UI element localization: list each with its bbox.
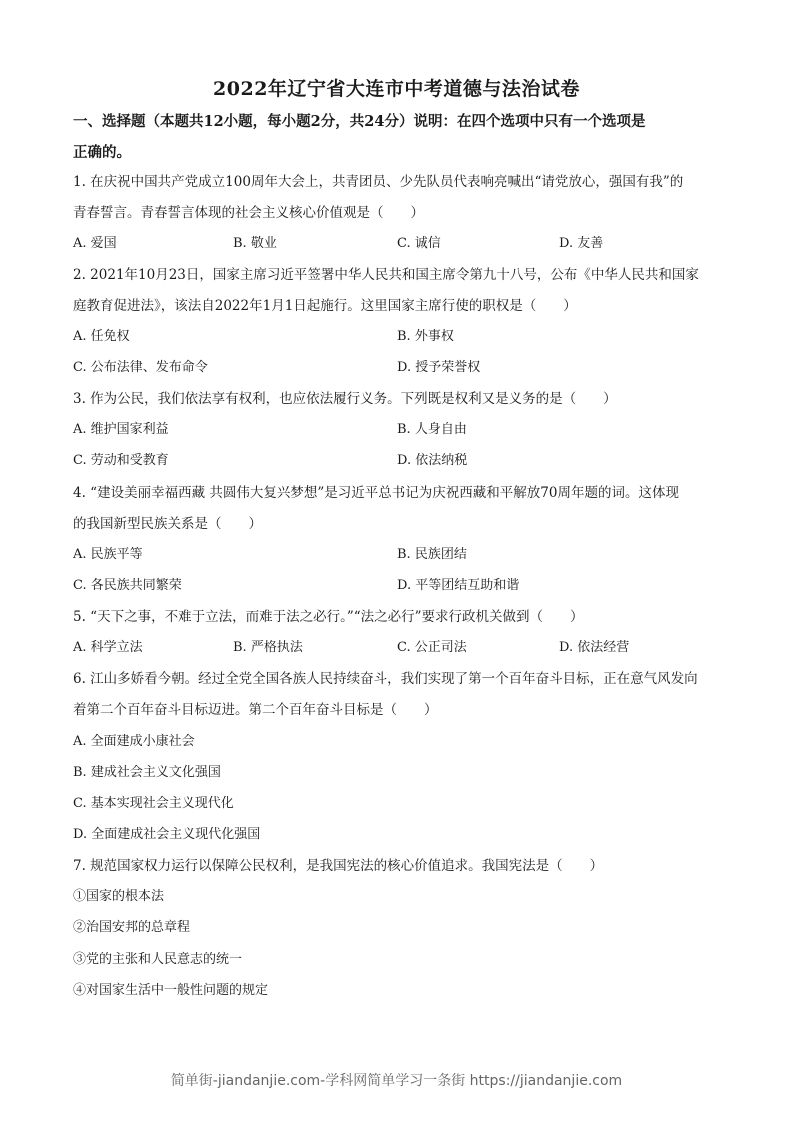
question-5-option-c: C. 公正司法 <box>397 640 467 655</box>
question-6-option-a: A. 全面建成小康社会 <box>73 734 195 749</box>
question-2-stem-line-2: 庭教育促进法》，该法自2022年1月1日起施行。这里国家主席行使的职权是（ ） <box>73 298 577 314</box>
question-7-stem-line-1: 7. 规范国家权力运行以保障公民权利，是我国宪法的核心价值追求。我国宪法是（ ） <box>73 858 604 874</box>
question-2-option-d: D. 授予荣誉权 <box>397 360 481 375</box>
question-1-stem-line-2: 青春誓言。青春誓言体现的社会主义核心价值观是（ ） <box>73 205 424 221</box>
question-3-option-d: D. 依法纳税 <box>397 453 468 468</box>
question-7-item-2: ②治国安邦的总章程 <box>73 920 191 935</box>
question-2-option-c: C. 公布法律、发布命令 <box>73 360 208 375</box>
question-6-stem-line-1: 6. 江山多娇看今朝。经过全党全国各族人民持续奋斗，我们实现了第一个百年奋斗目标，正在意气风发向 <box>73 671 698 687</box>
question-4-option-b: B. 民族团结 <box>397 547 467 562</box>
question-2-option-b: B. 外事权 <box>397 329 454 344</box>
question-6-option-d: D. 全面建成社会主义现代化强国 <box>73 827 261 842</box>
question-4-option-d: D. 平等团结互助和谐 <box>397 578 520 593</box>
question-7-item-3: ③党的主张和人民意志的统一 <box>73 952 243 967</box>
question-5-option-d: D. 依法经营 <box>559 640 630 655</box>
question-4-option-a: A. 民族平等 <box>73 547 143 562</box>
question-3-option-b: B. 人身自由 <box>397 422 467 437</box>
question-4-stem-line-2: 的我国新型民族关系是（ ） <box>73 516 262 532</box>
question-1-option-a: A. 爱国 <box>73 236 117 251</box>
question-4-option-c: C. 各民族共同繁荣 <box>73 578 182 593</box>
question-6-option-b: B. 建成社会主义文化强国 <box>73 765 221 780</box>
page-title: 2022年辽宁省大连市中考道德与法治试卷 <box>213 78 580 100</box>
question-3-option-a: A. 维护国家利益 <box>73 422 169 437</box>
question-5-stem-line-1: 5. “天下之事，不难于立法，而难于法之必行。”“法之必行”要求行政机关做到（ ） <box>73 609 584 625</box>
question-4-stem-line-1: 4. “建设美丽幸福西藏 共圆伟大复兴梦想”是习近平总书记为庆祝西藏和平解放70周年题的词。这体现 <box>73 485 679 501</box>
question-7-item-4: ④对国家生活中一般性问题的规定 <box>73 983 269 998</box>
question-2-option-a: A. 任免权 <box>73 329 130 344</box>
question-6-option-c: C. 基本实现社会主义现代化 <box>73 796 234 811</box>
section-heading <box>73 106 733 168</box>
question-5-option-b: B. 严格执法 <box>233 640 303 655</box>
question-3-stem-line-1: 3. 作为公民，我们依法享有权利，也应依法履行义务。下列既是权利又是义务的是（ ） <box>73 391 617 407</box>
question-3-option-c: C. 劳动和受教育 <box>73 453 169 468</box>
question-1-stem-line-1: 1. 在庆祝中国共产党成立100周年大会上，共青团员、少先队员代表响亮喊出“请党放心，强国有我”的 <box>73 174 684 190</box>
question-6-stem-line-2: 着第二个百年奋斗目标迈进。第二个百年奋斗目标是（ ） <box>73 702 438 718</box>
watermark-footer: 简单街-jiandanjie.com-学科网简单学习一条街 https://jiandanjie.com <box>170 1073 623 1089</box>
question-1-option-c: C. 诚信 <box>397 236 441 251</box>
question-5-option-a: A. 科学立法 <box>73 640 143 655</box>
section-heading-line-2: 正确的。 <box>73 144 131 161</box>
question-1-option-b: B. 敬业 <box>233 236 277 251</box>
question-2-stem-line-1: 2. 2021年10月23日，国家主席习近平签署中华人民共和国主席令第九十八号，公布《中华人民共和国家 <box>73 267 699 283</box>
question-1-option-d: D. 友善 <box>559 236 604 251</box>
question-7-item-1: ①国家的根本法 <box>73 889 165 904</box>
section-heading-line-1: 一、选择题（本题共12小题，每小题2分，共24分）说明：在四个选项中只有一个选项是 <box>73 113 646 130</box>
